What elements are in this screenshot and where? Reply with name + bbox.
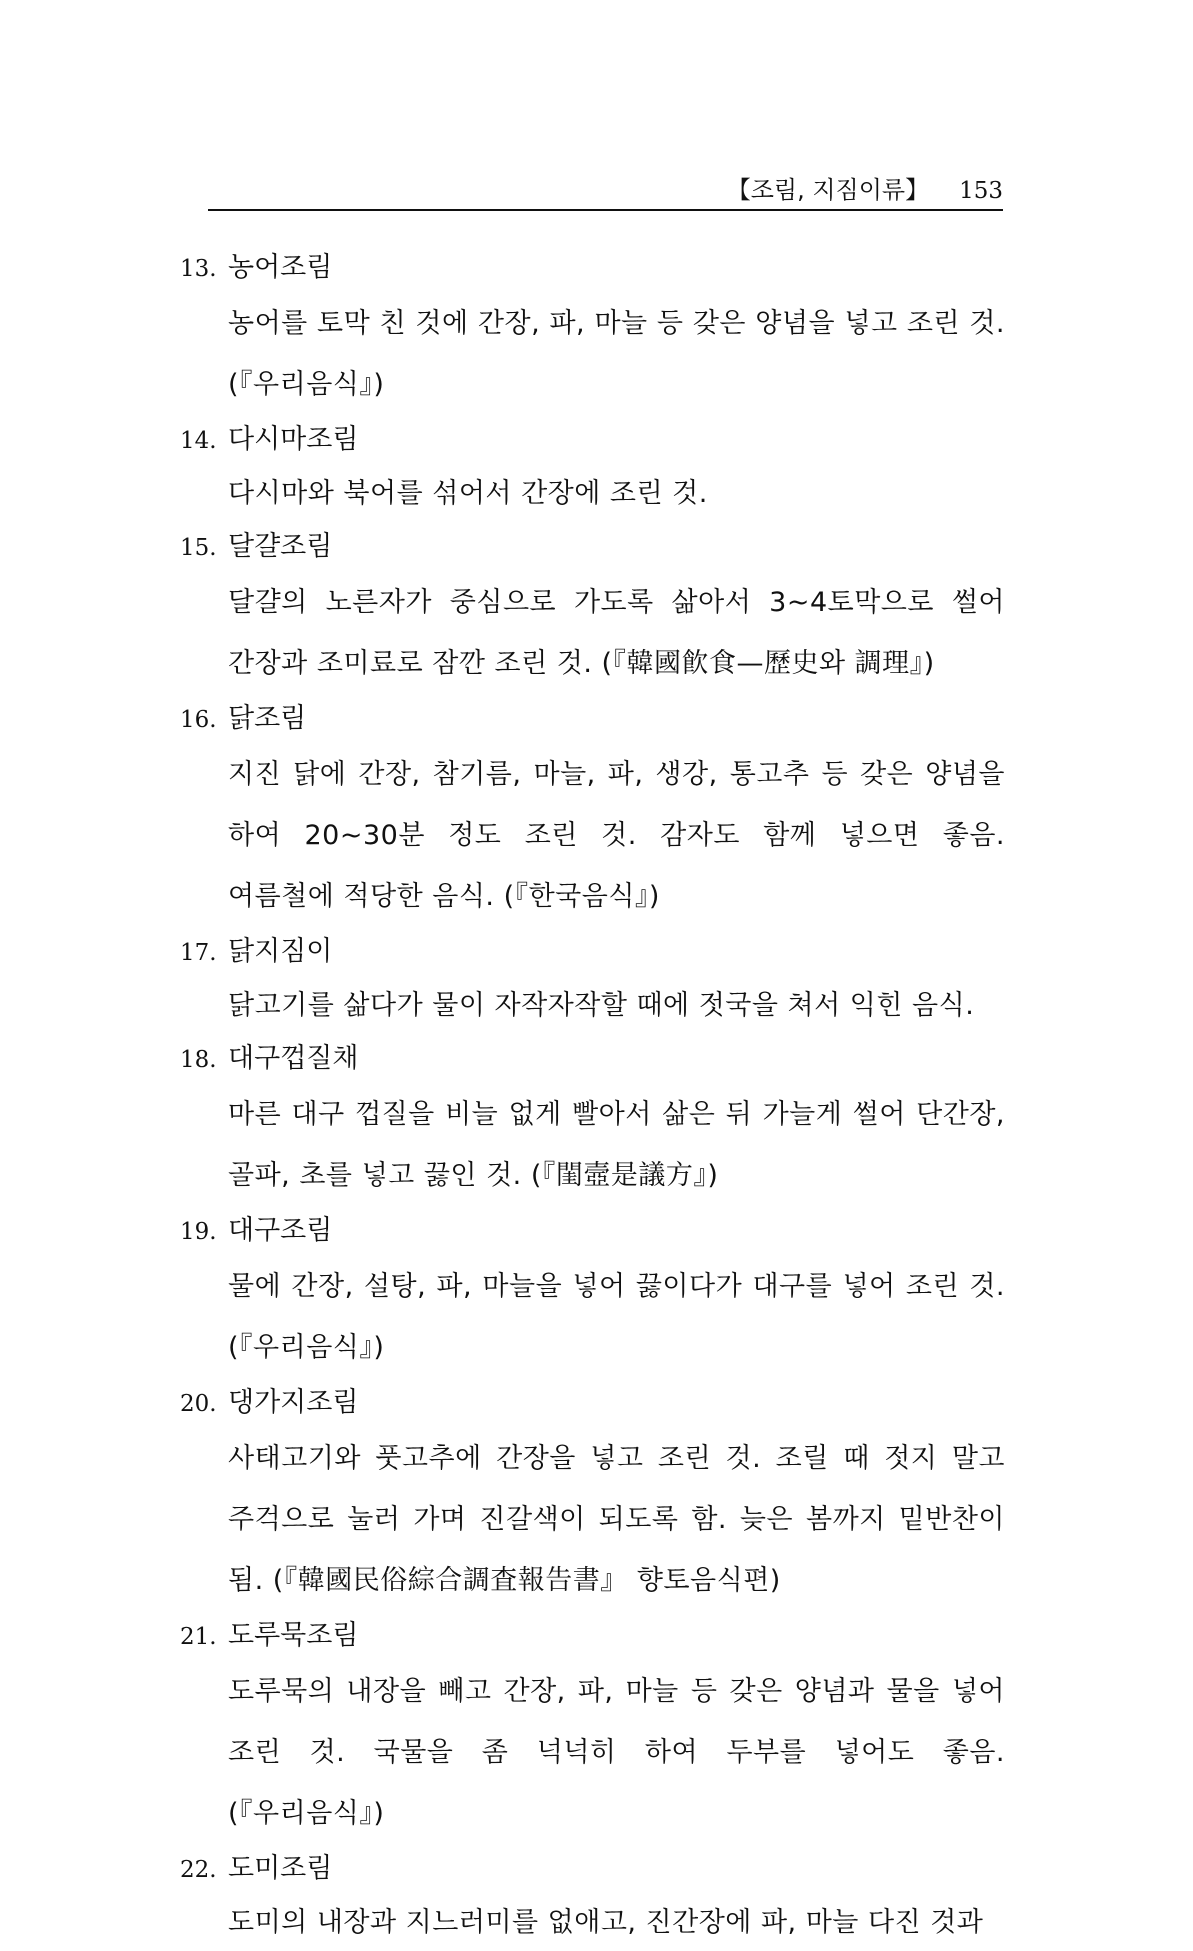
entry-number: 22. — [180, 1857, 217, 1883]
entry-heading — [180, 522, 1005, 572]
entry-heading — [180, 1844, 1005, 1894]
entry-heading — [180, 927, 1005, 977]
entry-22 — [180, 1844, 1005, 1951]
header-rule — [208, 209, 1003, 211]
entry-21 — [180, 1611, 1005, 1844]
entry-term: 닭지짐이 — [228, 936, 333, 967]
entry-term: 달걀조림 — [228, 531, 333, 562]
entry-description: 도미의 내장과 지느러미를 없애고, 진간장에 파, 마늘 다진 것과 — [228, 1907, 984, 1938]
entry-19 — [180, 1206, 1005, 1378]
entry-number: 16. — [180, 707, 217, 733]
entry-description: 달걀의 노른자가 중심으로 가도록 삶아서 3~4토막으로 썰어 간장과 조미료로 잠깐 조린 것. (『韓國飮食—歷史와 調理』) — [228, 587, 1005, 679]
entry-description: 마른 대구 껍질을 비늘 없게 빨아서 삶은 뒤 가늘게 썰어 단간장, 골파, 초를 넣고 끓인 것. (『閨壼是議方』) — [228, 1099, 1005, 1191]
entry-description: 물에 간장, 설탕, 파, 마늘을 넣어 끓이다가 대구를 넣어 조린 것. (『우리음식』) — [228, 1271, 1005, 1363]
entry-number: 19. — [180, 1219, 217, 1245]
entry-14 — [180, 415, 1005, 522]
entry-term: 대구조림 — [228, 1215, 333, 1246]
entry-term: 닭조림 — [228, 703, 307, 734]
entry-16 — [180, 694, 1005, 927]
entry-heading — [180, 1034, 1005, 1084]
entry-term: 댕가지조림 — [228, 1387, 359, 1418]
entry-number: 17. — [180, 940, 217, 966]
entry-number: 20. — [180, 1391, 217, 1417]
entry-description: 농어를 토막 친 것에 간장, 파, 마늘 등 갖은 양념을 넣고 조린 것. (『우리음식』) — [228, 308, 1005, 400]
entry-description: 지진 닭에 간장, 참기름, 마늘, 파, 생강, 통고추 등 갖은 양념을 하여 20~30분 정도 조린 것. 감자도 함께 넣으면 좋음. 여름철에 적당한 음식. (『한국음식』) — [228, 759, 1005, 912]
entry-heading — [180, 243, 1005, 293]
entry-term: 농어조림 — [228, 252, 333, 283]
entry-term: 다시마조림 — [228, 424, 359, 455]
entry-description: 사태고기와 풋고추에 간장을 넣고 조린 것. 조릴 때 젓지 말고 주걱으로 눌러 가며 진갈색이 되도록 함. 늦은 봄까지 밑반찬이 됨. (『韓國民俗綜合調査報告書』 향토음식편) — [228, 1443, 1005, 1596]
entry-description: 다시마와 북어를 섞어서 간장에 조린 것. — [228, 478, 708, 509]
entry-13 — [180, 243, 1005, 415]
entry-heading — [180, 1611, 1005, 1661]
entry-number: 13. — [180, 256, 217, 282]
entry-15 — [180, 522, 1005, 694]
page-number: 153 — [959, 178, 1003, 204]
entry-heading — [180, 415, 1005, 465]
entry-heading — [180, 1378, 1005, 1428]
section-title: 【조림, 지짐이류】 — [726, 176, 930, 204]
entry-list — [180, 243, 1005, 1951]
running-header — [208, 170, 1003, 210]
entry-number: 18. — [180, 1047, 217, 1073]
entry-term: 대구껍질채 — [228, 1043, 359, 1074]
entry-description: 닭고기를 삶다가 물이 자작자작할 때에 젓국을 쳐서 익힌 음식. — [228, 990, 975, 1021]
entry-17 — [180, 927, 1005, 1034]
entry-20 — [180, 1378, 1005, 1611]
entry-heading — [180, 694, 1005, 744]
entry-number: 14. — [180, 428, 217, 454]
entry-term: 도미조림 — [228, 1853, 333, 1884]
entry-number: 15. — [180, 535, 217, 561]
entry-number: 21. — [180, 1624, 217, 1650]
entry-description: 도루묵의 내장을 빼고 간장, 파, 마늘 등 갖은 양념과 물을 넣어 조린 것. 국물을 좀 넉넉히 하여 두부를 넣어도 좋음. (『우리음식』) — [228, 1676, 1005, 1829]
entry-18 — [180, 1034, 1005, 1206]
entry-heading — [180, 1206, 1005, 1256]
entry-term: 도루묵조림 — [228, 1620, 359, 1651]
